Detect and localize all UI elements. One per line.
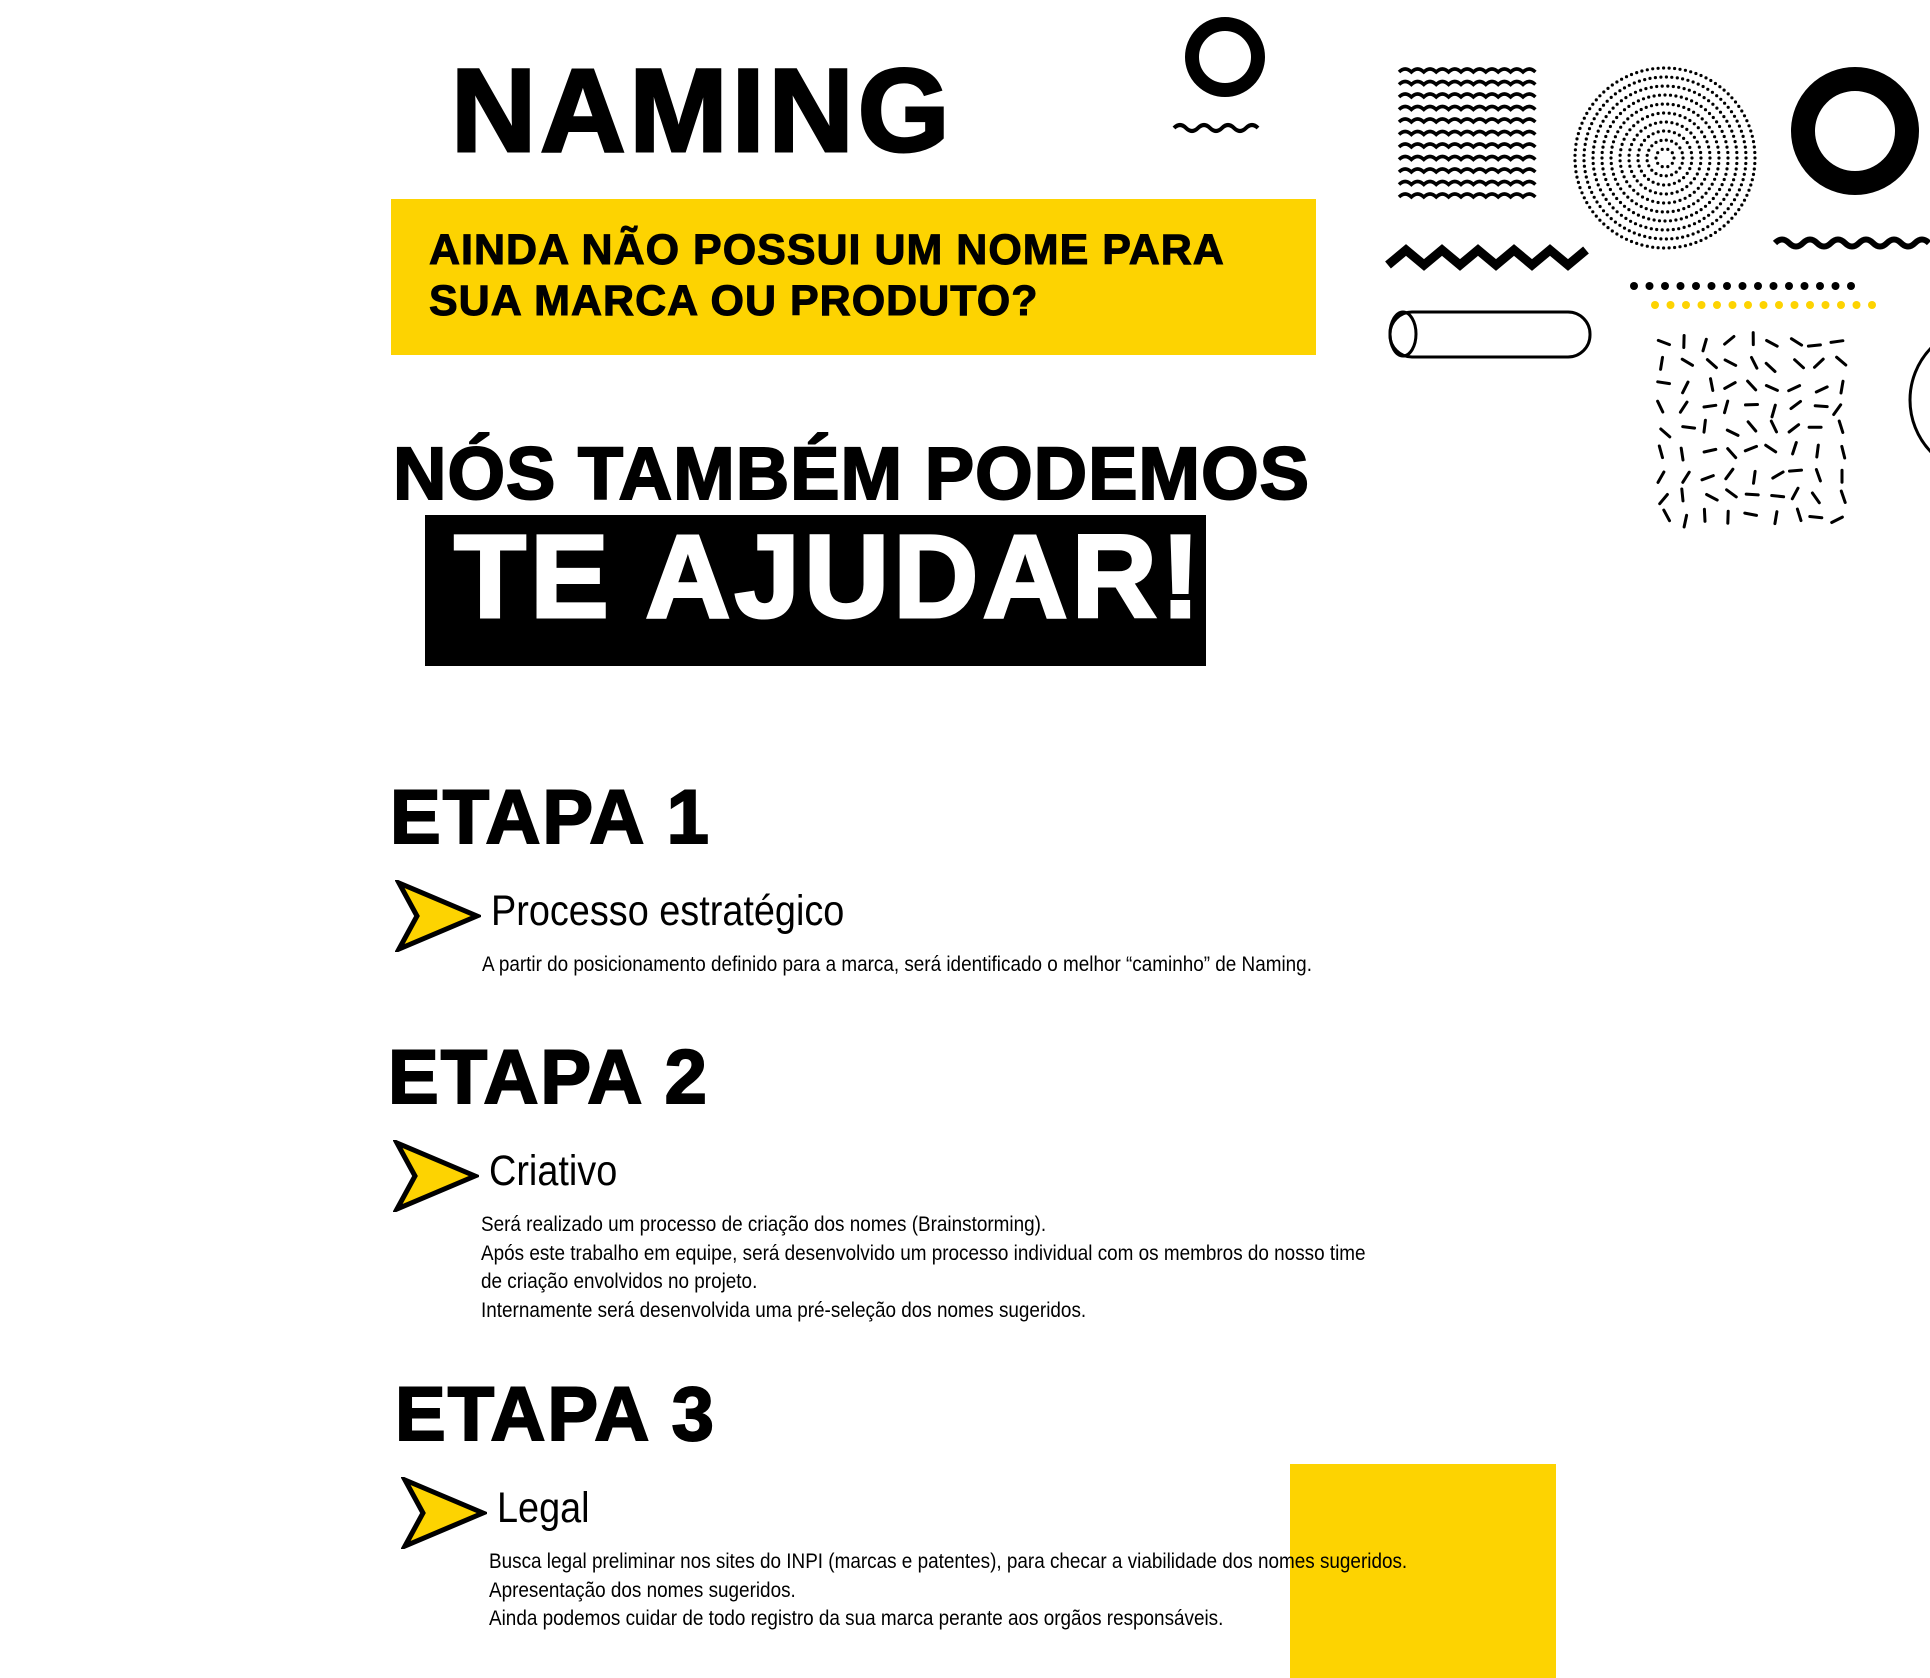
step-2-description (481, 1211, 1366, 1325)
step-2-heading: ETAPA 2 (388, 1035, 709, 1120)
arrow-icon (401, 1477, 487, 1549)
zigzag-icon (1388, 250, 1586, 265)
step-1-description (482, 951, 1312, 980)
ring-large-icon (1803, 79, 1907, 183)
tagline-line-2: TE AJUDAR! (454, 511, 1205, 643)
arrow-icon (395, 880, 481, 952)
step-1-subtitle: Processo estratégico (491, 887, 845, 935)
arrow-icon (393, 1140, 479, 1212)
step-2-line: Após este trabalho em equipe, será desenvolvido um processo individual com os membros do nosso time (481, 1241, 1366, 1265)
dash-pattern-icon (1658, 333, 1846, 527)
step-1-heading: ETAPA 1 (390, 775, 711, 860)
squiggle-small-icon (1174, 125, 1258, 131)
step-3-description (489, 1548, 1407, 1634)
question-line-2: SUA MARCA OU PRODUTO? (429, 277, 1039, 325)
wave-block-icon (1399, 69, 1535, 197)
question-text (429, 225, 1225, 327)
step-2-subtitle: Criativo (489, 1147, 618, 1195)
step-1-line: A partir do posicionamento definido para a marca, será identificado o melhor “caminho” de Naming. (482, 953, 1312, 976)
partial-circle-icon (1910, 325, 1930, 475)
question-line-1: AINDA NÃO POSSUI UM NOME PARA (429, 226, 1225, 274)
step-3-heading: ETAPA 3 (395, 1372, 716, 1457)
page-title: NAMING (451, 45, 954, 177)
step-3-line: Ainda podemos cuidar de todo registro da sua marca perante aos orgãos responsáveis. (489, 1607, 1224, 1630)
step-2-line: Internamente será desenvolvida uma pré-seleção dos nomes sugeridos. (481, 1298, 1087, 1322)
dot-rows-icon (1630, 282, 1876, 309)
tagline-line-1: NÓS TAMBÉM PODEMOS (393, 432, 1310, 515)
ring-small-icon (1192, 24, 1258, 90)
squiggle-large-icon (1775, 240, 1929, 247)
step-3-line: Apresentação dos nomes sugeridos. (489, 1578, 796, 1602)
step-2-line: de criação envolvidos no projeto. (481, 1270, 758, 1293)
decorative-pattern (1160, 0, 1930, 580)
step-2-line: Será realizado um processo de criação dos nomes (Brainstorming). (481, 1213, 1047, 1236)
dotted-circles-icon (1573, 66, 1756, 249)
cylinder-icon (1390, 312, 1590, 357)
step-3-subtitle: Legal (497, 1484, 590, 1532)
step-3-line: Busca legal preliminar nos sites do INPI (marcas e patentes), para checar a viabilidade dos nomes sugeridos. (489, 1550, 1408, 1573)
